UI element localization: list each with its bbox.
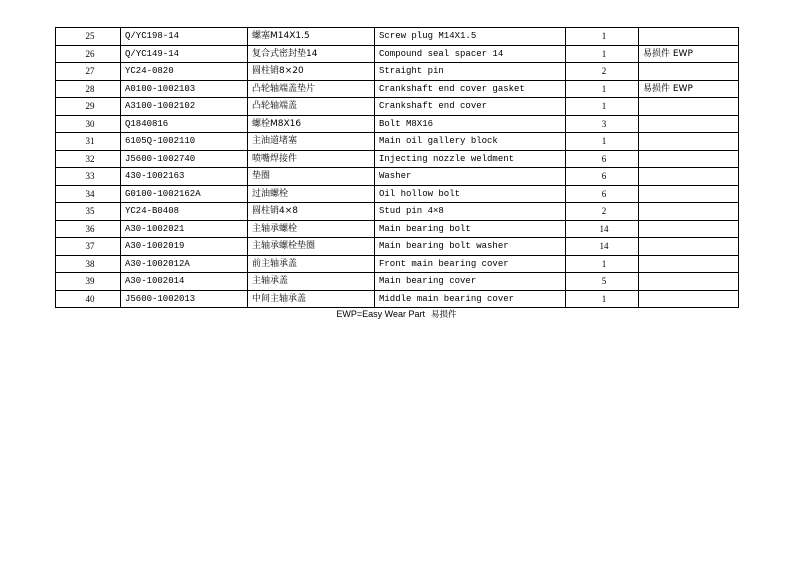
cell-name-english: Injecting nozzle weldment: [375, 150, 566, 168]
table-row: [56, 220, 739, 238]
cell-part-code: A30-1002012A: [121, 255, 248, 273]
cell-part-code: Q1840816: [121, 115, 248, 133]
cell-item-number: 27: [56, 63, 121, 81]
cell-item-number: 28: [56, 80, 121, 98]
cell-name-english: Bolt M8X16: [375, 115, 566, 133]
cell-name-chinese: 喷嘴焊接件: [248, 150, 375, 168]
cell-name-english: Oil hollow bolt: [375, 185, 566, 203]
footnote-ewp-definition: EWP=Easy Wear Part: [336, 309, 426, 319]
cell-item-number: 30: [56, 115, 121, 133]
cell-name-english: Stud pin 4×8: [375, 203, 566, 221]
cell-remark: [639, 133, 739, 151]
cell-item-number: 35: [56, 203, 121, 221]
parts-table: [55, 27, 739, 308]
cell-name-english: Main bearing bolt washer: [375, 238, 566, 256]
cell-name-english: Screw plug M14X1.5: [375, 28, 566, 46]
cell-name-english: Main bearing bolt: [375, 220, 566, 238]
cell-name-chinese: 螺塞M14X1.5: [248, 28, 375, 46]
footnote: [0, 308, 793, 321]
cell-quantity: 1: [566, 80, 639, 98]
cell-name-chinese: 主油道堵塞: [248, 133, 375, 151]
cell-name-chinese: 圆柱销8×20: [248, 63, 375, 81]
table-row: [56, 150, 739, 168]
cell-quantity: 2: [566, 203, 639, 221]
cell-remark: [639, 290, 739, 308]
table-row: [56, 203, 739, 221]
cell-name-english: Front main bearing cover: [375, 255, 566, 273]
cell-part-code: J5600-1002013: [121, 290, 248, 308]
cell-quantity: 1: [566, 98, 639, 116]
parts-table-body: [56, 28, 739, 308]
cell-item-number: 32: [56, 150, 121, 168]
cell-remark: [639, 98, 739, 116]
cell-name-english: Crankshaft end cover gasket: [375, 80, 566, 98]
cell-part-code: A3100-1002102: [121, 98, 248, 116]
table-row: [56, 115, 739, 133]
table-row: [56, 80, 739, 98]
cell-quantity: 3: [566, 115, 639, 133]
cell-name-chinese: 复合式密封垫14: [248, 45, 375, 63]
cell-remark: [639, 150, 739, 168]
cell-remark: 易损件 EWP: [639, 45, 739, 63]
cell-name-chinese: 过油螺栓: [248, 185, 375, 203]
cell-part-code: A30-1002014: [121, 273, 248, 291]
cell-name-english: Washer: [375, 168, 566, 186]
cell-item-number: 36: [56, 220, 121, 238]
cell-part-code: A30-1002021: [121, 220, 248, 238]
table-row: [56, 273, 739, 291]
cell-name-chinese: 主轴承螺栓: [248, 220, 375, 238]
cell-name-english: Main oil gallery block: [375, 133, 566, 151]
cell-part-code: Q/YC149-14: [121, 45, 248, 63]
cell-quantity: 1: [566, 28, 639, 46]
cell-part-code: YC24-0820: [121, 63, 248, 81]
table-row: [56, 255, 739, 273]
cell-name-chinese: 主轴承螺栓垫圈: [248, 238, 375, 256]
cell-item-number: 40: [56, 290, 121, 308]
cell-name-chinese: 中间主轴承盖: [248, 290, 375, 308]
cell-quantity: 1: [566, 290, 639, 308]
cell-remark: 易损件 EWP: [639, 80, 739, 98]
cell-remark: [639, 273, 739, 291]
cell-name-english: Straight pin: [375, 63, 566, 81]
cell-item-number: 33: [56, 168, 121, 186]
cell-name-chinese: 凸轮轴端盖垫片: [248, 80, 375, 98]
cell-item-number: 39: [56, 273, 121, 291]
cell-quantity: 6: [566, 185, 639, 203]
table-row: [56, 63, 739, 81]
cell-part-code: A0100-1002103: [121, 80, 248, 98]
cell-quantity: 2: [566, 63, 639, 81]
cell-name-chinese: 螺栓M8X16: [248, 115, 375, 133]
cell-remark: [639, 28, 739, 46]
footnote-ewp-chinese: 易损件: [431, 310, 457, 320]
cell-item-number: 25: [56, 28, 121, 46]
cell-part-code: Q/YC198-14: [121, 28, 248, 46]
table-row: [56, 98, 739, 116]
cell-name-chinese: 主轴承盖: [248, 273, 375, 291]
cell-name-chinese: 圆柱销4×8: [248, 203, 375, 221]
table-row: [56, 168, 739, 186]
cell-name-english: Crankshaft end cover: [375, 98, 566, 116]
cell-remark: [639, 168, 739, 186]
cell-quantity: 14: [566, 220, 639, 238]
cell-part-code: A30-1002019: [121, 238, 248, 256]
cell-part-code: 6105Q-1002110: [121, 133, 248, 151]
cell-item-number: 29: [56, 98, 121, 116]
cell-remark: [639, 185, 739, 203]
cell-quantity: 1: [566, 255, 639, 273]
table-row: [56, 28, 739, 46]
cell-quantity: 6: [566, 168, 639, 186]
cell-item-number: 37: [56, 238, 121, 256]
cell-item-number: 38: [56, 255, 121, 273]
cell-name-english: Middle main bearing cover: [375, 290, 566, 308]
cell-part-code: G0100-1002162A: [121, 185, 248, 203]
cell-remark: [639, 255, 739, 273]
table-row: [56, 45, 739, 63]
cell-item-number: 34: [56, 185, 121, 203]
cell-remark: [639, 63, 739, 81]
cell-name-chinese: 前主轴承盖: [248, 255, 375, 273]
cell-quantity: 5: [566, 273, 639, 291]
table-row: [56, 133, 739, 151]
cell-name-english: Main bearing cover: [375, 273, 566, 291]
cell-quantity: 6: [566, 150, 639, 168]
table-row: [56, 238, 739, 256]
table-row: [56, 185, 739, 203]
cell-quantity: 1: [566, 133, 639, 151]
cell-name-english: Compound seal spacer 14: [375, 45, 566, 63]
cell-quantity: 1: [566, 45, 639, 63]
cell-part-code: YC24-B0408: [121, 203, 248, 221]
cell-item-number: 26: [56, 45, 121, 63]
cell-remark: [639, 203, 739, 221]
cell-item-number: 31: [56, 133, 121, 151]
table-row: [56, 290, 739, 308]
cell-remark: [639, 115, 739, 133]
cell-name-chinese: 垫圈: [248, 168, 375, 186]
cell-part-code: 430-1002163: [121, 168, 248, 186]
cell-quantity: 14: [566, 238, 639, 256]
cell-name-chinese: 凸轮轴端盖: [248, 98, 375, 116]
cell-remark: [639, 238, 739, 256]
cell-remark: [639, 220, 739, 238]
cell-part-code: J5600-1002740: [121, 150, 248, 168]
